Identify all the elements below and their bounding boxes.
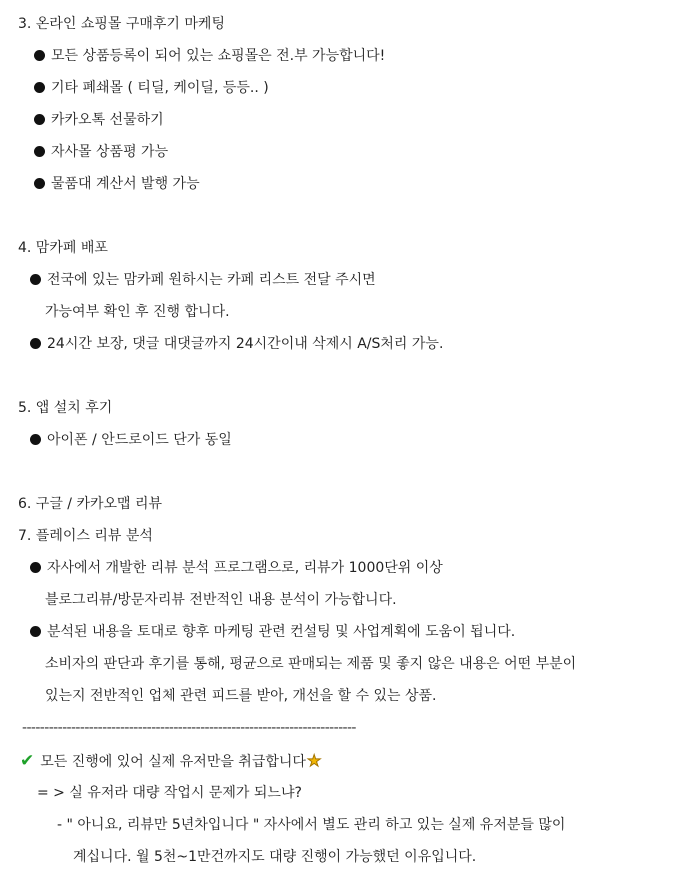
list-item: 기타 폐쇄몰 ( 티딜, 케이딜, 등등.. ) — [34, 79, 269, 97]
bullet-icon — [30, 562, 41, 573]
note-line: - " 아니요, 리뷰만 5년차입니다 " 자사에서 별도 관리 하고 있는 실제 유저분들 많이 — [57, 817, 566, 833]
bullet-icon — [30, 434, 41, 445]
section-3-title: 3. 온라인 쇼핑몰 구매후기 마케팅 — [18, 16, 225, 32]
section-7-title: 7. 플레이스 리뷰 분석 — [18, 528, 153, 544]
bullet-icon — [34, 178, 45, 189]
list-item-continuation: 블로그리뷰/방문자리뷰 전반적인 내용 분석이 가능합니다. — [45, 592, 397, 608]
star-icon: ★ — [306, 751, 322, 770]
note-line: 계십니다. 월 5천~1만건까지도 대량 진행이 가능했던 이유입니다. — [73, 849, 477, 865]
list-item: 물품대 계산서 발행 가능 — [34, 175, 200, 193]
bullet-icon — [30, 274, 41, 285]
list-item-continuation: 가능여부 확인 후 진행 합니다. — [45, 304, 230, 320]
note-line: ✔ 모든 진행에 있어 실제 유저만을 취급합니다★ — [20, 751, 322, 771]
section-6-title: 6. 구글 / 카카오맵 리뷰 — [18, 496, 163, 512]
list-item: 카카오톡 선물하기 — [34, 111, 164, 129]
bullet-icon — [30, 626, 41, 637]
list-item-continuation: 있는지 전반적인 업체 관련 피드를 받아, 개선을 할 수 있는 상품. — [45, 688, 437, 704]
section-4-title: 4. 맘카페 배포 — [18, 240, 108, 256]
bullet-icon — [34, 50, 45, 61]
list-item: 자사에서 개발한 리뷰 분석 프로그램으로, 리뷰가 1000단위 이상 — [30, 559, 443, 577]
list-item: 모든 상품등록이 되어 있는 쇼핑몰은 전.부 가능합니다! — [34, 47, 385, 65]
check-icon: ✔ — [20, 751, 35, 771]
list-item: 24시간 보장, 댓글 대댓글까지 24시간이내 삭제시 A/S처리 가능. — [30, 335, 443, 353]
bullet-icon — [34, 82, 45, 93]
list-item: 전국에 있는 맘카페 원하시는 카페 리스트 전달 주시면 — [30, 271, 376, 289]
bullet-icon — [30, 338, 41, 349]
list-item: 아이폰 / 안드로이드 단가 동일 — [30, 431, 232, 449]
list-item: 분석된 내용을 토대로 향후 마케팅 관련 컨설팅 및 사업계획에 도움이 됩니다. — [30, 623, 515, 641]
bullet-icon — [34, 146, 45, 157]
section-5-title: 5. 앱 설치 후기 — [18, 400, 113, 416]
divider: --------------------------------------------------------------------------- — [22, 720, 356, 736]
bullet-icon — [34, 114, 45, 125]
list-item: 자사몰 상품평 가능 — [34, 143, 168, 161]
list-item-continuation: 소비자의 판단과 후기를 통해, 평균으로 판매되는 제품 및 좋지 않은 내용은 어떤 부분이 — [45, 656, 577, 672]
note-line: = > 실 유저라 대량 작업시 문제가 되느냐? — [37, 785, 302, 801]
